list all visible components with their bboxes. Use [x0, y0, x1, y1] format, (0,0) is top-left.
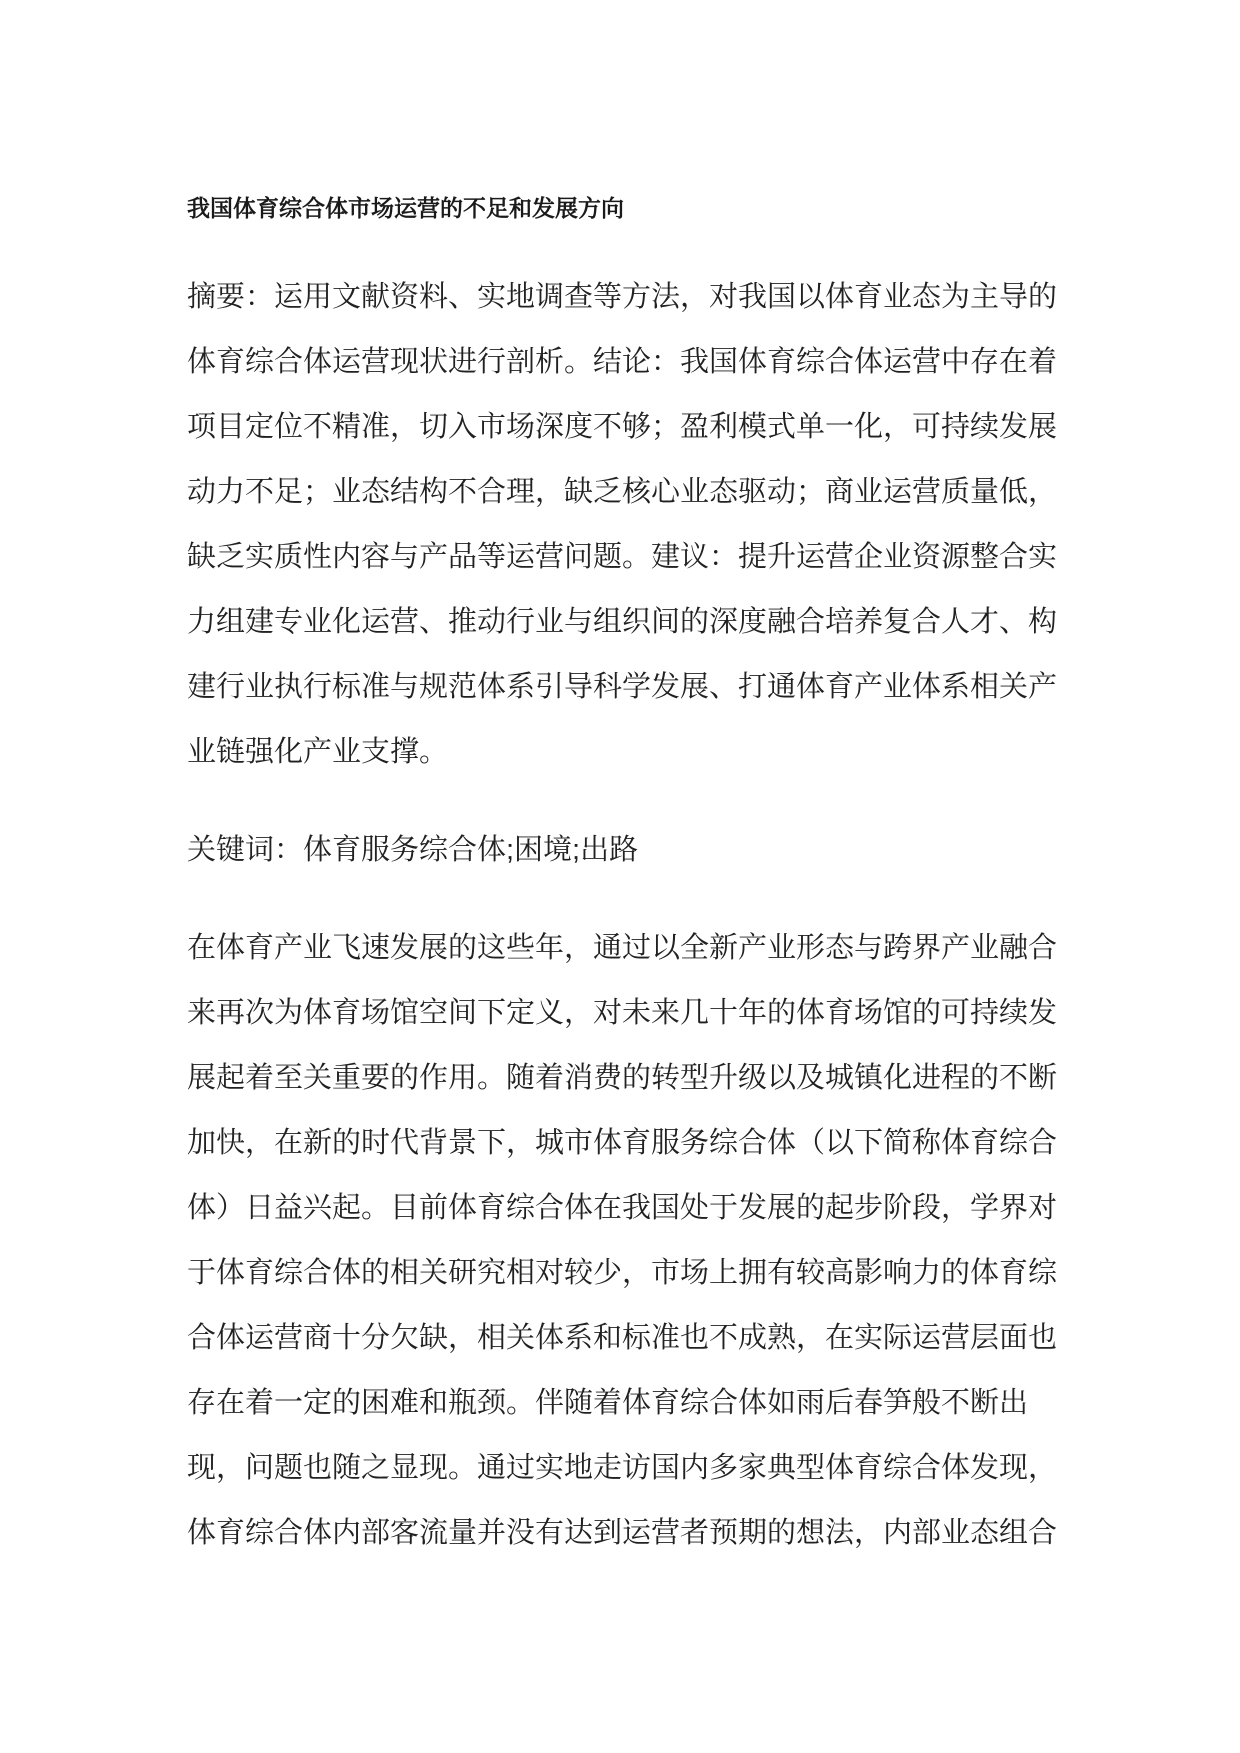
body-line: 存在着一定的困难和瓶颈。伴随着体育综合体如雨后春笋般不断出 — [187, 1387, 1029, 1419]
keywords-line: 关键词：体育服务综合体;困境;出路 — [187, 834, 639, 866]
abstract-line: 业链强化产业支撑。 — [187, 736, 449, 768]
abstract-line: 建行业执行标准与规范体系引导科学发展、打通体育产业体系相关产 — [187, 671, 1058, 703]
body-line: 现，问题也随之显现。通过实地走访国内多家典型体育综合体发现， — [187, 1452, 1058, 1484]
intro-paragraph — [187, 916, 1060, 1566]
document-title: 我国体育综合体市场运营的不足和发展方向 — [187, 195, 624, 221]
abstract-paragraph — [187, 265, 1060, 785]
abstract-line: 项目定位不精准，切入市场深度不够；盈利模式单一化，可持续发展 — [187, 411, 1058, 443]
body-line: 来再次为体育场馆空间下定义，对未来几十年的体育场馆的可持续发 — [187, 997, 1058, 1029]
body-line: 加快，在新的时代背景下，城市体育服务综合体（以下简称体育综合 — [187, 1127, 1058, 1159]
body-line: 合体运营商十分欠缺，相关体系和标准也不成熟，在实际运营层面也 — [187, 1322, 1058, 1354]
abstract-line: 缺乏实质性内容与产品等运营问题。建议：提升运营企业资源整合实 — [187, 541, 1058, 573]
abstract-line: 动力不足；业态结构不合理，缺乏核心业态驱动；商业运营质量低， — [187, 476, 1058, 508]
body-line: 体育综合体内部客流量并没有达到运营者预期的想法，内部业态组合 — [187, 1517, 1058, 1549]
abstract-line: 摘要：运用文献资料、实地调查等方法，对我国以体育业态为主导的 — [187, 281, 1058, 313]
body-line: 于体育综合体的相关研究相对较少，市场上拥有较高影响力的体育综 — [187, 1257, 1058, 1289]
body-line: 体）日益兴起。目前体育综合体在我国处于发展的起步阶段，学界对 — [187, 1192, 1058, 1224]
keywords-paragraph — [187, 818, 1060, 883]
abstract-line: 力组建专业化运营、推动行业与组织间的深度融合培养复合人才、构 — [187, 606, 1058, 638]
abstract-line: 体育综合体运营现状进行剖析。结论：我国体育综合体运营中存在着 — [187, 346, 1058, 378]
body-line: 在体育产业飞速发展的这些年，通过以全新产业形态与跨界产业融合 — [187, 932, 1058, 964]
body-line: 展起着至关重要的作用。随着消费的转型升级以及城镇化进程的不断 — [187, 1062, 1058, 1094]
